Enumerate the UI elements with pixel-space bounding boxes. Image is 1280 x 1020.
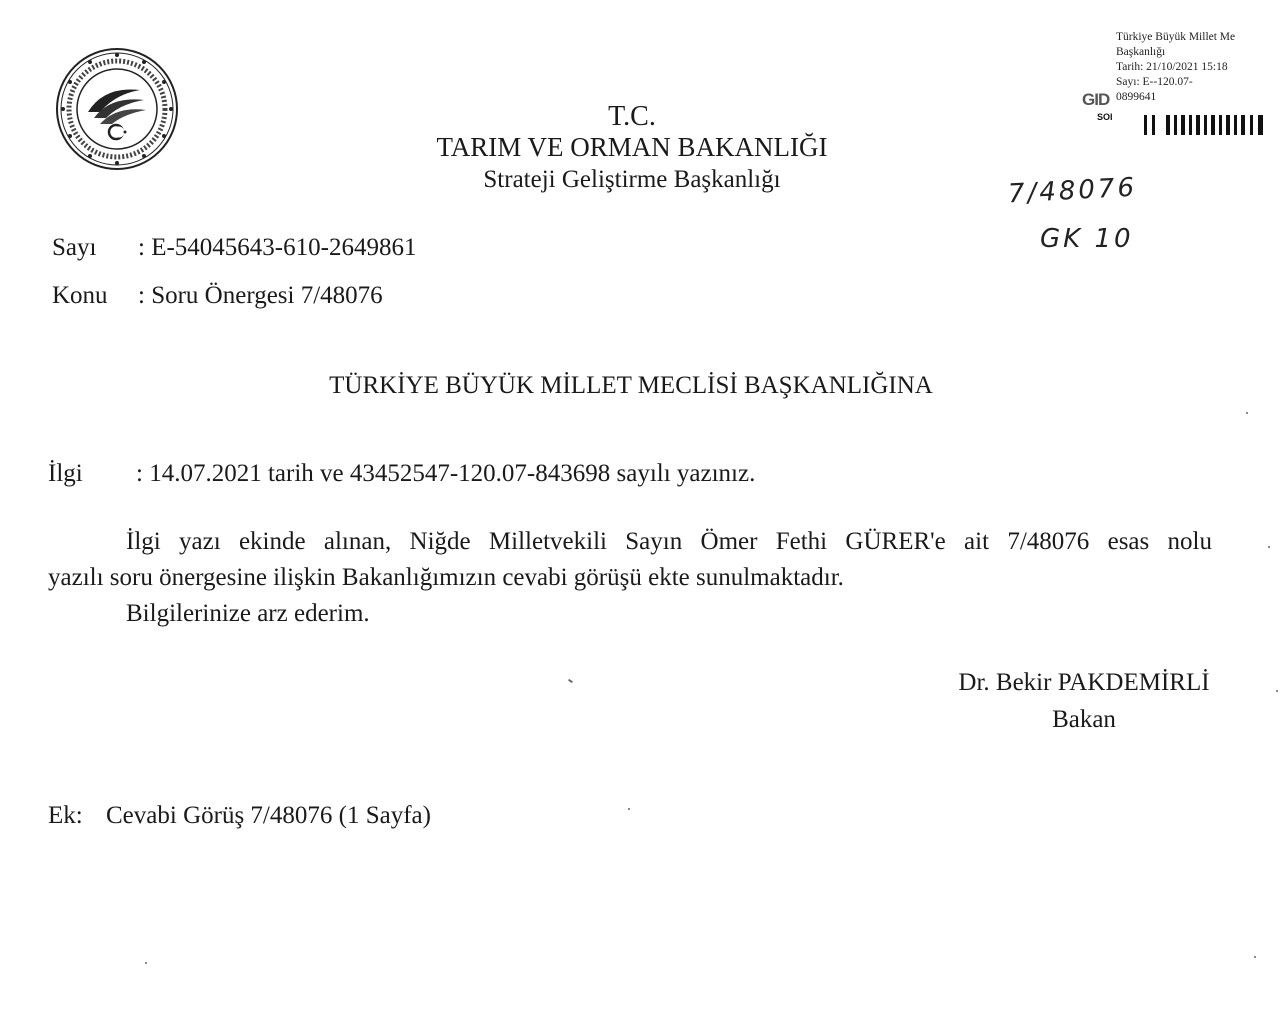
header-ministry-name: TARIM VE ORMAN BAKANLIĞI xyxy=(436,132,828,162)
incoming-registry-stamp xyxy=(1116,30,1276,105)
signature-block xyxy=(880,664,1280,738)
scan-speck xyxy=(1276,690,1278,692)
signatory-name: Dr. Bekir PAKDEMİRLİ xyxy=(958,669,1210,696)
scan-speck xyxy=(568,679,573,684)
body-line-2: yazılı soru önergesine ilişkin Bakanlığımızın cevabi görüşü ekte sunulmaktadır. xyxy=(48,564,844,591)
stamp-line-number-cont: 0899641 xyxy=(1116,91,1157,103)
scan-speck xyxy=(145,962,147,964)
reference-number-row xyxy=(52,234,416,262)
stamp-line-presidency: Başkanlığı xyxy=(1116,46,1166,58)
konu-label: Konu xyxy=(52,282,108,309)
body-closing-line: Bilgilerinize arz ederim. xyxy=(126,600,370,627)
ministry-seal-logo xyxy=(54,46,180,172)
stamp-line-date: Tarih: 21/10/2021 15:18 xyxy=(1116,61,1228,73)
stamp-gid-mark: GID xyxy=(1082,90,1110,109)
barcode-icon xyxy=(1142,115,1266,135)
handwritten-note-code: GK 10 xyxy=(1040,224,1134,254)
konu-value: : Soru Önergesi 7/48076 xyxy=(138,282,383,309)
scan-speck xyxy=(628,808,630,810)
scan-speck xyxy=(1246,412,1248,414)
attachment-label: Ek: xyxy=(48,802,83,829)
stamp-line-institution: Türkiye Büyük Millet Me xyxy=(1116,31,1236,43)
sayi-value: : E-54045643-610-2649861 xyxy=(138,234,417,261)
subject-row xyxy=(52,282,383,310)
scan-speck xyxy=(1254,956,1256,958)
body-line-1: İlgi yazı ekinde alınan, Niğde Milletvekili Sayın Ömer Fethi GÜRER'e ait 7/48076 esas nolu xyxy=(126,528,1212,555)
handwritten-note-reference: 7/48076 xyxy=(1007,172,1138,210)
attachment-value: Cevabi Görüş 7/48076 (1 Sayfa) xyxy=(106,802,431,829)
stamp-soi-mark: SOI xyxy=(1097,112,1113,122)
scan-speck xyxy=(1268,546,1270,548)
sayi-label: Sayı xyxy=(52,234,97,261)
related-reference-row xyxy=(48,460,755,488)
header-department-name: Strateji Geliştirme Başkanlığı xyxy=(483,166,781,193)
letter-body xyxy=(48,524,1212,632)
stamp-line-number: Sayı: E--120.07- xyxy=(1116,76,1193,88)
addressee-heading: TÜRKİYE BÜYÜK MİLLET MECLİSİ BAŞKANLIĞINA xyxy=(329,372,933,399)
signatory-title: Bakan xyxy=(1052,706,1116,733)
ilgi-label: İlgi xyxy=(48,460,83,487)
header-tc: T.C. xyxy=(608,101,656,132)
ilgi-value: : 14.07.2021 tarih ve 43452547-120.07-843698 sayılı yazınız. xyxy=(136,460,756,487)
attachment-row xyxy=(48,802,431,830)
